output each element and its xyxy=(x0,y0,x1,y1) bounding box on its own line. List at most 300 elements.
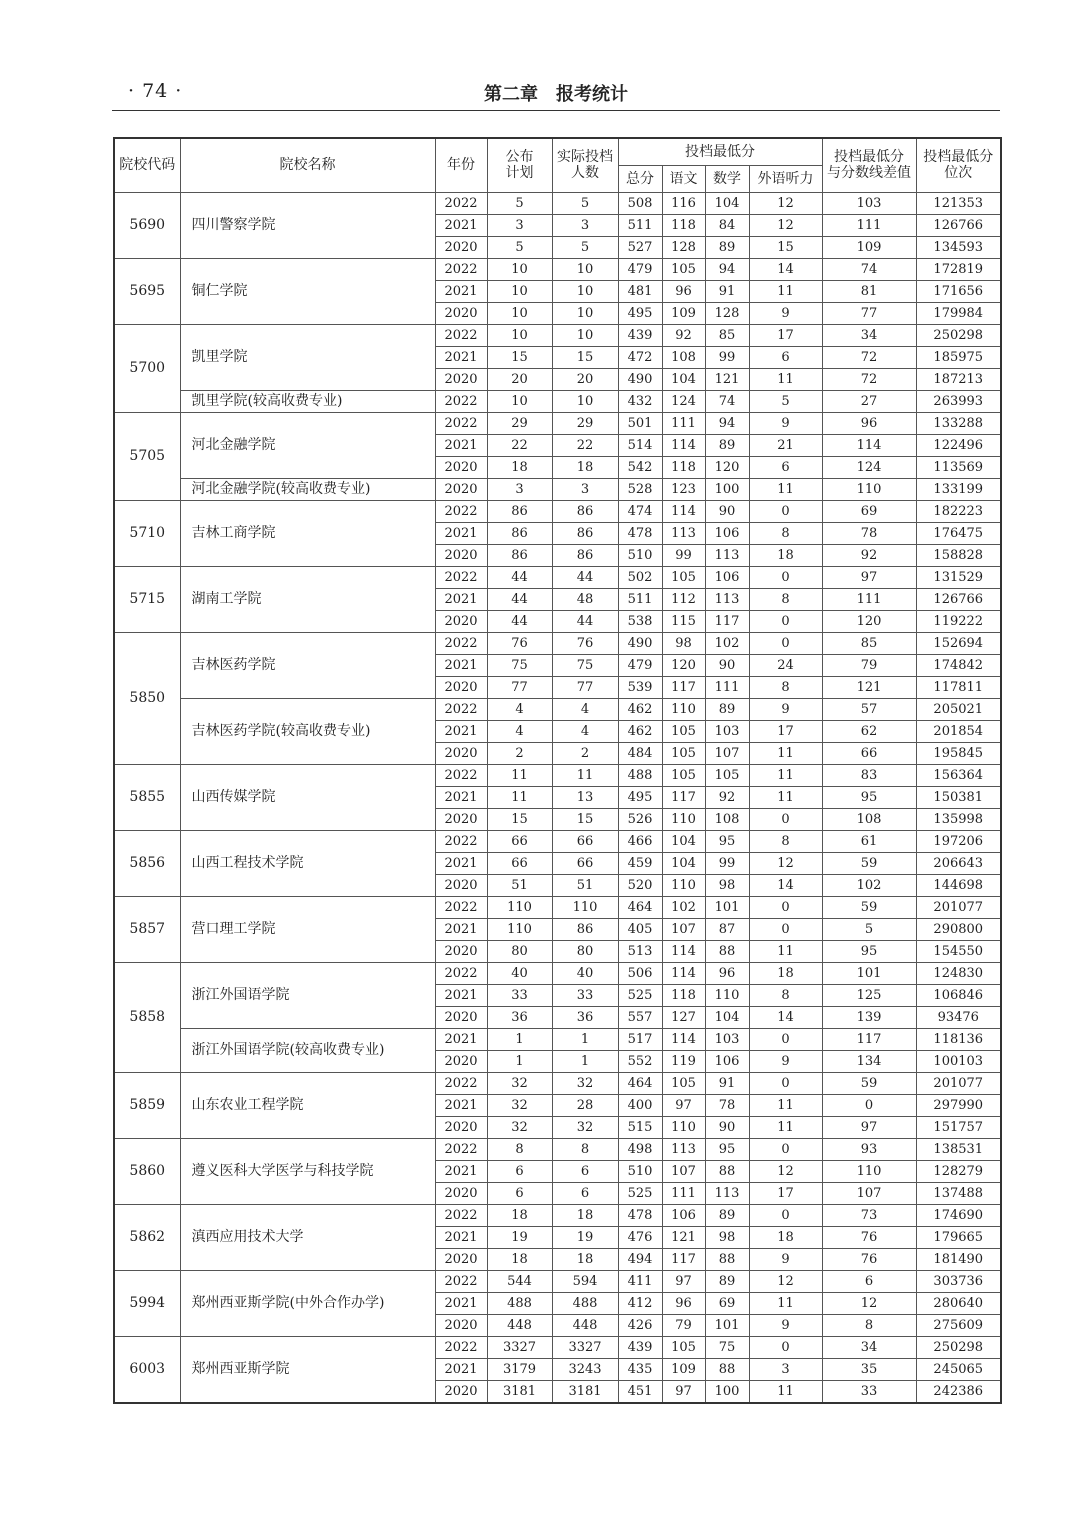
cell-total: 411 xyxy=(618,1270,662,1292)
cell-chinese: 118 xyxy=(662,984,705,1006)
cell-rank: 133199 xyxy=(916,478,1001,500)
cell-year: 2022 xyxy=(435,1270,487,1292)
cell-rank: 187213 xyxy=(916,368,1001,390)
cell-rank: 151757 xyxy=(916,1116,1001,1138)
cell-math: 102 xyxy=(705,632,749,654)
cell-listening: 6 xyxy=(749,346,822,368)
cell-plan: 66 xyxy=(487,852,552,874)
cell-year: 2021 xyxy=(435,1292,487,1314)
cell-math: 107 xyxy=(705,742,749,764)
institution-name: 吉林工商学院 xyxy=(180,500,435,566)
cell-rank: 126766 xyxy=(916,588,1001,610)
cell-chinese: 105 xyxy=(662,566,705,588)
cell-actual: 10 xyxy=(552,390,618,412)
cell-listening: 15 xyxy=(749,236,822,258)
cell-chinese: 124 xyxy=(662,390,705,412)
cell-year: 2021 xyxy=(435,1160,487,1182)
cell-total: 517 xyxy=(618,1028,662,1050)
cell-math: 75 xyxy=(705,1336,749,1358)
cell-listening: 18 xyxy=(749,1226,822,1248)
page-header xyxy=(112,76,1000,106)
cell-listening: 17 xyxy=(749,324,822,346)
cell-math: 117 xyxy=(705,610,749,632)
cell-plan: 86 xyxy=(487,544,552,566)
cell-chinese: 110 xyxy=(662,808,705,830)
table-row xyxy=(114,478,1001,500)
cell-listening: 11 xyxy=(749,1094,822,1116)
cell-listening: 8 xyxy=(749,830,822,852)
cell-total: 494 xyxy=(618,1248,662,1270)
cell-year: 2020 xyxy=(435,940,487,962)
table-row xyxy=(114,830,1001,852)
cell-year: 2022 xyxy=(435,896,487,918)
cell-plan: 10 xyxy=(487,324,552,346)
cell-actual: 18 xyxy=(552,1248,618,1270)
cell-plan: 18 xyxy=(487,1248,552,1270)
table-row xyxy=(114,192,1001,214)
cell-plan: 29 xyxy=(487,412,552,434)
cell-diff: 0 xyxy=(822,1094,916,1116)
cell-listening: 11 xyxy=(749,1292,822,1314)
cell-plan: 5 xyxy=(487,192,552,214)
cell-rank: 250298 xyxy=(916,324,1001,346)
cell-chinese: 117 xyxy=(662,676,705,698)
cell-actual: 1 xyxy=(552,1050,618,1072)
cell-year: 2020 xyxy=(435,808,487,830)
cell-listening: 12 xyxy=(749,1160,822,1182)
table-row xyxy=(114,962,1001,984)
cell-actual: 6 xyxy=(552,1160,618,1182)
cell-diff: 12 xyxy=(822,1292,916,1314)
cell-plan: 11 xyxy=(487,764,552,786)
cell-listening: 6 xyxy=(749,456,822,478)
cell-total: 525 xyxy=(618,984,662,1006)
cell-listening: 0 xyxy=(749,610,822,632)
cell-diff: 92 xyxy=(822,544,916,566)
cell-diff: 85 xyxy=(822,632,916,654)
table-row xyxy=(114,324,1001,346)
cell-plan: 86 xyxy=(487,522,552,544)
cell-rank: 197206 xyxy=(916,830,1001,852)
cell-diff: 74 xyxy=(822,258,916,280)
cell-rank: 126766 xyxy=(916,214,1001,236)
cell-chinese: 92 xyxy=(662,324,705,346)
cell-actual: 51 xyxy=(552,874,618,896)
cell-diff: 111 xyxy=(822,588,916,610)
cell-actual: 32 xyxy=(552,1072,618,1094)
col-header-year: 年份 xyxy=(435,138,487,192)
cell-math: 92 xyxy=(705,786,749,808)
cell-listening: 0 xyxy=(749,808,822,830)
cell-year: 2021 xyxy=(435,720,487,742)
cell-listening: 0 xyxy=(749,1336,822,1358)
col-header-rank xyxy=(916,138,1001,192)
cell-total: 528 xyxy=(618,478,662,500)
cell-actual: 80 xyxy=(552,940,618,962)
cell-chinese: 104 xyxy=(662,852,705,874)
cell-plan: 448 xyxy=(487,1314,552,1336)
cell-listening: 8 xyxy=(749,676,822,698)
cell-listening: 11 xyxy=(749,742,822,764)
cell-diff: 101 xyxy=(822,962,916,984)
cell-year: 2020 xyxy=(435,610,487,632)
cell-actual: 4 xyxy=(552,698,618,720)
cell-year: 2022 xyxy=(435,1204,487,1226)
cell-year: 2021 xyxy=(435,1028,487,1050)
cell-plan: 11 xyxy=(487,786,552,808)
chapter-title: 第二章 报考统计 xyxy=(484,84,628,105)
institution-name: 山东农业工程学院 xyxy=(180,1072,435,1138)
cell-listening: 0 xyxy=(749,1072,822,1094)
cell-total: 495 xyxy=(618,302,662,324)
cell-total: 462 xyxy=(618,720,662,742)
cell-plan: 44 xyxy=(487,566,552,588)
col-header-plan-line1: 公布 xyxy=(505,149,534,166)
cell-math: 99 xyxy=(705,852,749,874)
institution-code: 5860 xyxy=(114,1138,180,1204)
cell-math: 91 xyxy=(705,280,749,302)
cell-math: 88 xyxy=(705,1358,749,1380)
cell-plan: 40 xyxy=(487,962,552,984)
header-rule xyxy=(112,110,1000,111)
col-header-actual xyxy=(552,138,618,192)
cell-total: 481 xyxy=(618,280,662,302)
cell-chinese: 105 xyxy=(662,720,705,742)
cell-total: 400 xyxy=(618,1094,662,1116)
cell-total: 502 xyxy=(618,566,662,588)
institution-name: 铜仁学院 xyxy=(180,258,435,324)
institution-code: 5690 xyxy=(114,192,180,258)
cell-actual: 15 xyxy=(552,808,618,830)
institution-code: 5700 xyxy=(114,324,180,412)
cell-diff: 108 xyxy=(822,808,916,830)
cell-rank: 206643 xyxy=(916,852,1001,874)
cell-total: 405 xyxy=(618,918,662,940)
cell-diff: 97 xyxy=(822,566,916,588)
cell-total: 525 xyxy=(618,1182,662,1204)
cell-total: 552 xyxy=(618,1050,662,1072)
cell-year: 2020 xyxy=(435,742,487,764)
cell-plan: 2 xyxy=(487,742,552,764)
cell-plan: 44 xyxy=(487,610,552,632)
cell-plan: 15 xyxy=(487,808,552,830)
cell-chinese: 121 xyxy=(662,1226,705,1248)
cell-plan: 4 xyxy=(487,698,552,720)
cell-rank: 172819 xyxy=(916,258,1001,280)
cell-total: 478 xyxy=(618,1204,662,1226)
cell-chinese: 117 xyxy=(662,1248,705,1270)
cell-rank: 131529 xyxy=(916,566,1001,588)
institution-name: 山西工程技术学院 xyxy=(180,830,435,896)
cell-math: 113 xyxy=(705,1182,749,1204)
cell-actual: 44 xyxy=(552,566,618,588)
cell-chinese: 111 xyxy=(662,412,705,434)
col-header-diff-line2: 与分数线差值 xyxy=(827,165,911,182)
cell-actual: 10 xyxy=(552,280,618,302)
cell-diff: 57 xyxy=(822,698,916,720)
cell-year: 2021 xyxy=(435,984,487,1006)
cell-chinese: 96 xyxy=(662,280,705,302)
table-row xyxy=(114,1204,1001,1226)
cell-rank: 113569 xyxy=(916,456,1001,478)
cell-chinese: 105 xyxy=(662,764,705,786)
cell-math: 74 xyxy=(705,390,749,412)
cell-actual: 3181 xyxy=(552,1380,618,1403)
col-header-listening: 外语听力 xyxy=(749,165,822,192)
cell-actual: 76 xyxy=(552,632,618,654)
cell-diff: 83 xyxy=(822,764,916,786)
cell-actual: 86 xyxy=(552,544,618,566)
cell-math: 100 xyxy=(705,1380,749,1403)
cell-math: 89 xyxy=(705,1204,749,1226)
cell-diff: 35 xyxy=(822,1358,916,1380)
cell-year: 2022 xyxy=(435,1072,487,1094)
institution-name: 山西传媒学院 xyxy=(180,764,435,830)
cell-plan: 86 xyxy=(487,500,552,522)
cell-diff: 96 xyxy=(822,412,916,434)
cell-chinese: 114 xyxy=(662,500,705,522)
institution-name: 滇西应用技术大学 xyxy=(180,1204,435,1270)
cell-plan: 110 xyxy=(487,918,552,940)
cell-chinese: 114 xyxy=(662,434,705,456)
institution-code: 5715 xyxy=(114,566,180,632)
cell-year: 2022 xyxy=(435,324,487,346)
cell-chinese: 114 xyxy=(662,940,705,962)
cell-diff: 59 xyxy=(822,1072,916,1094)
institution-name: 营口理工学院 xyxy=(180,896,435,962)
cell-rank: 152694 xyxy=(916,632,1001,654)
institution-code: 5856 xyxy=(114,830,180,896)
institution-name: 河北金融学院 xyxy=(180,412,435,478)
table-row xyxy=(114,390,1001,412)
cell-listening: 8 xyxy=(749,522,822,544)
cell-diff: 107 xyxy=(822,1182,916,1204)
cell-diff: 61 xyxy=(822,830,916,852)
cell-listening: 8 xyxy=(749,984,822,1006)
cell-total: 474 xyxy=(618,500,662,522)
cell-actual: 6 xyxy=(552,1182,618,1204)
cell-actual: 15 xyxy=(552,346,618,368)
cell-year: 2022 xyxy=(435,764,487,786)
cell-actual: 40 xyxy=(552,962,618,984)
cell-rank: 275609 xyxy=(916,1314,1001,1336)
cell-year: 2022 xyxy=(435,566,487,588)
cell-diff: 103 xyxy=(822,192,916,214)
cell-math: 88 xyxy=(705,940,749,962)
cell-rank: 201077 xyxy=(916,896,1001,918)
cell-rank: 174690 xyxy=(916,1204,1001,1226)
cell-year: 2020 xyxy=(435,456,487,478)
cell-actual: 1 xyxy=(552,1028,618,1050)
cell-math: 104 xyxy=(705,1006,749,1028)
cell-actual: 33 xyxy=(552,984,618,1006)
cell-plan: 15 xyxy=(487,346,552,368)
cell-total: 435 xyxy=(618,1358,662,1380)
institution-code: 5862 xyxy=(114,1204,180,1270)
cell-diff: 27 xyxy=(822,390,916,412)
cell-chinese: 113 xyxy=(662,1138,705,1160)
cell-chinese: 104 xyxy=(662,830,705,852)
cell-listening: 3 xyxy=(749,1358,822,1380)
cell-year: 2022 xyxy=(435,390,487,412)
table-row xyxy=(114,1270,1001,1292)
cell-rank: 290800 xyxy=(916,918,1001,940)
cell-listening: 14 xyxy=(749,874,822,896)
institution-code: 5850 xyxy=(114,632,180,764)
cell-rank: 185975 xyxy=(916,346,1001,368)
cell-year: 2021 xyxy=(435,1358,487,1380)
cell-listening: 11 xyxy=(749,940,822,962)
cell-rank: 176475 xyxy=(916,522,1001,544)
cell-total: 526 xyxy=(618,808,662,830)
cell-chinese: 105 xyxy=(662,258,705,280)
institution-name: 吉林医药学院(较高收费专业) xyxy=(180,698,435,764)
cell-rank: 106846 xyxy=(916,984,1001,1006)
cell-total: 462 xyxy=(618,698,662,720)
table-row xyxy=(114,764,1001,786)
cell-math: 78 xyxy=(705,1094,749,1116)
cell-year: 2022 xyxy=(435,698,487,720)
cell-diff: 6 xyxy=(822,1270,916,1292)
cell-rank: 121353 xyxy=(916,192,1001,214)
institution-name: 湖南工学院 xyxy=(180,566,435,632)
cell-chinese: 105 xyxy=(662,1072,705,1094)
cell-listening: 11 xyxy=(749,764,822,786)
cell-listening: 0 xyxy=(749,1028,822,1050)
cell-listening: 11 xyxy=(749,478,822,500)
cell-chinese: 79 xyxy=(662,1314,705,1336)
cell-math: 108 xyxy=(705,808,749,830)
cell-chinese: 127 xyxy=(662,1006,705,1028)
institution-code: 5710 xyxy=(114,500,180,566)
cell-plan: 76 xyxy=(487,632,552,654)
cell-total: 464 xyxy=(618,896,662,918)
cell-plan: 4 xyxy=(487,720,552,742)
cell-total: 506 xyxy=(618,962,662,984)
cell-rank: 179665 xyxy=(916,1226,1001,1248)
cell-chinese: 123 xyxy=(662,478,705,500)
col-header-total: 总分 xyxy=(618,165,662,192)
cell-year: 2020 xyxy=(435,1380,487,1403)
cell-math: 90 xyxy=(705,654,749,676)
cell-rank: 181490 xyxy=(916,1248,1001,1270)
cell-actual: 3 xyxy=(552,214,618,236)
cell-actual: 86 xyxy=(552,500,618,522)
cell-math: 113 xyxy=(705,588,749,610)
cell-listening: 9 xyxy=(749,302,822,324)
cell-diff: 66 xyxy=(822,742,916,764)
cell-year: 2020 xyxy=(435,1314,487,1336)
cell-diff: 125 xyxy=(822,984,916,1006)
table-row xyxy=(114,1028,1001,1050)
cell-diff: 121 xyxy=(822,676,916,698)
cell-year: 2021 xyxy=(435,214,487,236)
cell-plan: 10 xyxy=(487,280,552,302)
cell-year: 2021 xyxy=(435,654,487,676)
cell-total: 484 xyxy=(618,742,662,764)
institution-code: 5858 xyxy=(114,962,180,1072)
cell-chinese: 110 xyxy=(662,874,705,896)
cell-chinese: 110 xyxy=(662,698,705,720)
cell-diff: 139 xyxy=(822,1006,916,1028)
cell-plan: 80 xyxy=(487,940,552,962)
table-row xyxy=(114,500,1001,522)
cell-listening: 9 xyxy=(749,1248,822,1270)
cell-actual: 66 xyxy=(552,852,618,874)
cell-actual: 4 xyxy=(552,720,618,742)
cell-chinese: 104 xyxy=(662,368,705,390)
cell-actual: 594 xyxy=(552,1270,618,1292)
cell-math: 111 xyxy=(705,676,749,698)
table-row xyxy=(114,1138,1001,1160)
cell-math: 89 xyxy=(705,1270,749,1292)
cell-listening: 18 xyxy=(749,544,822,566)
cell-rank: 154550 xyxy=(916,940,1001,962)
cell-total: 510 xyxy=(618,544,662,566)
cell-math: 121 xyxy=(705,368,749,390)
cell-plan: 66 xyxy=(487,830,552,852)
cell-math: 101 xyxy=(705,1314,749,1336)
cell-math: 85 xyxy=(705,324,749,346)
cell-total: 426 xyxy=(618,1314,662,1336)
cell-year: 2022 xyxy=(435,1336,487,1358)
cell-total: 432 xyxy=(618,390,662,412)
cell-total: 472 xyxy=(618,346,662,368)
cell-diff: 5 xyxy=(822,918,916,940)
cell-year: 2021 xyxy=(435,346,487,368)
cell-total: 501 xyxy=(618,412,662,434)
cell-chinese: 112 xyxy=(662,588,705,610)
cell-actual: 5 xyxy=(552,236,618,258)
cell-year: 2022 xyxy=(435,962,487,984)
cell-diff: 59 xyxy=(822,852,916,874)
cell-rank: 128279 xyxy=(916,1160,1001,1182)
cell-actual: 10 xyxy=(552,302,618,324)
cell-plan: 3 xyxy=(487,478,552,500)
cell-total: 451 xyxy=(618,1380,662,1403)
cell-actual: 77 xyxy=(552,676,618,698)
cell-rank: 245065 xyxy=(916,1358,1001,1380)
cell-total: 542 xyxy=(618,456,662,478)
table-row xyxy=(114,1072,1001,1094)
cell-math: 98 xyxy=(705,874,749,896)
cell-chinese: 117 xyxy=(662,786,705,808)
cell-plan: 6 xyxy=(487,1160,552,1182)
cell-math: 99 xyxy=(705,346,749,368)
cell-diff: 110 xyxy=(822,478,916,500)
cell-total: 478 xyxy=(618,522,662,544)
cell-year: 2021 xyxy=(435,522,487,544)
institution-code: 5705 xyxy=(114,412,180,500)
cell-plan: 51 xyxy=(487,874,552,896)
cell-total: 539 xyxy=(618,676,662,698)
cell-diff: 93 xyxy=(822,1138,916,1160)
cell-plan: 488 xyxy=(487,1292,552,1314)
cell-listening: 12 xyxy=(749,852,822,874)
cell-year: 2020 xyxy=(435,302,487,324)
cell-year: 2022 xyxy=(435,258,487,280)
table-row xyxy=(114,258,1001,280)
cell-total: 476 xyxy=(618,1226,662,1248)
cell-listening: 18 xyxy=(749,962,822,984)
cell-year: 2021 xyxy=(435,588,487,610)
cell-year: 2020 xyxy=(435,874,487,896)
cell-actual: 66 xyxy=(552,830,618,852)
cell-chinese: 118 xyxy=(662,214,705,236)
cell-rank: 138531 xyxy=(916,1138,1001,1160)
col-header-plan-line2: 计划 xyxy=(505,165,534,182)
col-header-name: 院校名称 xyxy=(180,138,435,192)
